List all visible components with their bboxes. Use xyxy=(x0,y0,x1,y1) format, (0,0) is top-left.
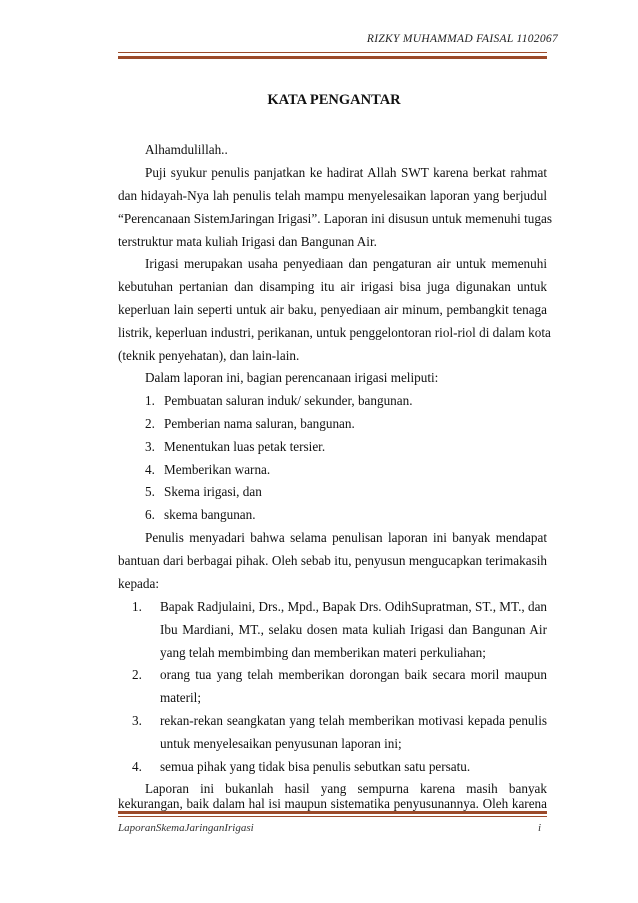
list-item: Pemberian nama saluran, bangunan. xyxy=(164,416,355,431)
list-item-line: yang telah membimbing dan memberikan materi perkuliahan; xyxy=(160,645,486,660)
list-number: 1. xyxy=(132,599,142,614)
list-item: Menentukan luas petak tersier. xyxy=(164,439,326,454)
header-author: RIZKY MUHAMMAD FAISAL 1102067 xyxy=(366,33,558,45)
list-number: 2. xyxy=(132,667,142,682)
list-item-line: materil; xyxy=(160,690,202,705)
list-item-line: untuk menyelesaikan penyusunan laporan ini; xyxy=(160,736,402,751)
p1-line: terstruktur mata kuliah Irigasi dan Bangunan Air. xyxy=(118,234,377,249)
header-rule-thick xyxy=(118,56,547,59)
p3-line: Dalam laporan ini, bagian perencanaan irigasi meliputi: xyxy=(145,370,439,385)
page-number: i xyxy=(538,822,542,834)
list-item-line: rekan-rekan seangkatan yang telah memberikan motivasi kepada penulis xyxy=(160,713,547,728)
list-item-line: orang tua yang telah memberikan dorongan baik secara moril maupun xyxy=(160,667,547,682)
list-item-line: semua pihak yang tidak bisa penulis sebutkan satu persatu. xyxy=(160,759,471,774)
list-number: 2. xyxy=(145,416,155,431)
list-item: Memberikan warna. xyxy=(164,462,271,477)
page-title: KATA PENGANTAR xyxy=(267,92,401,108)
list-item: Skema irigasi, dan xyxy=(164,484,262,499)
p1-line: “Perencanaan SistemJaringan Irigasi”. Laporan ini disusun untuk memenuhi tugas xyxy=(118,211,552,226)
p2-line: kebutuhan pertanian dan disamping itu air irigasi bisa juga digunakan untuk xyxy=(118,279,547,294)
list-item-line: Ibu Mardiani, MT., selaku dosen mata kuliah Irigasi dan Bangunan Air xyxy=(160,622,547,637)
list-number: 4. xyxy=(132,759,142,774)
list-number: 3. xyxy=(145,439,155,454)
list-number: 3. xyxy=(132,713,142,728)
p2-line: listrik, keperluan industri, perikanan, untuk penggelontoran riol-riol di dalam kota xyxy=(118,325,551,340)
list-number: 1. xyxy=(145,393,155,408)
p1-line: Puji syukur penulis panjatkan ke hadirat Allah SWT karena berkat rahmat xyxy=(145,165,547,180)
list-item: Pembuatan saluran induk/ sekunder, bangunan. xyxy=(164,393,413,408)
p2-line: (teknik penyehatan), dan lain-lain. xyxy=(118,348,300,363)
p5-line: kekurangan, baik dalam hal isi maupun sistematika penyusunannya. Oleh karena xyxy=(118,796,547,811)
list-number: 5. xyxy=(145,484,155,499)
footer-rule-thin xyxy=(118,816,547,817)
footer-title: LaporanSkemaJaringanIrigasi xyxy=(118,822,254,834)
header-rule-thin xyxy=(118,52,547,53)
list-number: 4. xyxy=(145,462,155,477)
list-item-line: Bapak Radjulaini, Drs., Mpd., Bapak Drs. OdihSupratman, ST., MT., dan xyxy=(160,599,548,614)
p2-line: Irigasi merupakan usaha penyediaan dan pengaturan air untuk memenuhi xyxy=(145,256,547,271)
p2-line: keperluan lain seperti untuk air baku, penyediaan air minum, pembangkit tenaga xyxy=(118,302,547,317)
p4-line: Penulis menyadari bahwa selama penulisan laporan ini banyak mendapat xyxy=(145,530,547,545)
list-number: 6. xyxy=(145,507,155,522)
p4-line: kepada: xyxy=(118,576,160,591)
greeting: Alhamdulillah.. xyxy=(145,142,228,157)
p1-line: dan hidayah-Nya lah penulis telah mampu menyelesaikan laporan yang berjudul xyxy=(118,188,547,203)
p5-line: Laporan ini bukanlah hasil yang sempurna karena masih banyak xyxy=(145,781,547,796)
list-item: skema bangunan. xyxy=(164,507,256,522)
p4-line: bantuan dari berbagai pihak. Oleh sebab itu, penyusun mengucapkan terimakasih xyxy=(118,553,547,568)
